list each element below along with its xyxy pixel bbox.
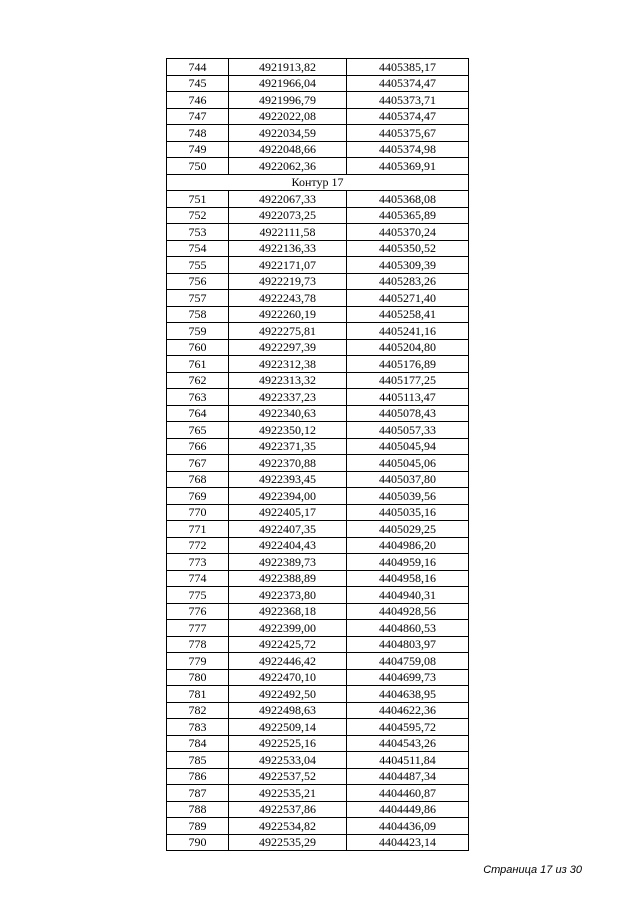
y-coordinate-cell: 4405176,89 bbox=[347, 356, 469, 373]
point-number-cell: 757 bbox=[167, 290, 229, 307]
x-coordinate-cell: 4922340,63 bbox=[229, 405, 347, 422]
rows-after-section bbox=[167, 191, 469, 851]
table-row bbox=[167, 785, 469, 802]
y-coordinate-cell: 4405369,91 bbox=[347, 158, 469, 175]
y-coordinate-cell: 4404928,56 bbox=[347, 603, 469, 620]
x-coordinate-cell: 4922373,80 bbox=[229, 587, 347, 604]
y-coordinate-cell: 4405374,98 bbox=[347, 141, 469, 158]
y-coordinate-cell: 4405283,26 bbox=[347, 273, 469, 290]
y-coordinate-cell: 4405373,71 bbox=[347, 92, 469, 109]
table-row bbox=[167, 207, 469, 224]
table-row bbox=[167, 554, 469, 571]
rows-before-section bbox=[167, 59, 469, 175]
point-number-cell: 780 bbox=[167, 669, 229, 686]
table-row bbox=[167, 587, 469, 604]
x-coordinate-cell: 4922048,66 bbox=[229, 141, 347, 158]
x-coordinate-cell: 4922368,18 bbox=[229, 603, 347, 620]
x-coordinate-cell: 4922525,16 bbox=[229, 735, 347, 752]
table-row bbox=[167, 653, 469, 670]
table-row bbox=[167, 273, 469, 290]
page-number: Страница 17 из 30 bbox=[483, 864, 582, 876]
point-number-cell: 756 bbox=[167, 273, 229, 290]
point-number-cell: 744 bbox=[167, 59, 229, 76]
x-coordinate-cell: 4922370,88 bbox=[229, 455, 347, 472]
point-number-cell: 764 bbox=[167, 405, 229, 422]
y-coordinate-cell: 4404959,16 bbox=[347, 554, 469, 571]
y-coordinate-cell: 4404699,73 bbox=[347, 669, 469, 686]
y-coordinate-cell: 4404543,26 bbox=[347, 735, 469, 752]
x-coordinate-cell: 4922388,89 bbox=[229, 570, 347, 587]
y-coordinate-cell: 4405045,06 bbox=[347, 455, 469, 472]
section-title: Контур 17 bbox=[167, 174, 469, 191]
table-row bbox=[167, 306, 469, 323]
point-number-cell: 790 bbox=[167, 834, 229, 851]
table-row bbox=[167, 323, 469, 340]
x-coordinate-cell: 4921913,82 bbox=[229, 59, 347, 76]
table-row bbox=[167, 191, 469, 208]
x-coordinate-cell: 4922399,00 bbox=[229, 620, 347, 637]
x-coordinate-cell: 4922389,73 bbox=[229, 554, 347, 571]
y-coordinate-cell: 4405374,47 bbox=[347, 108, 469, 125]
table-row bbox=[167, 92, 469, 109]
x-coordinate-cell: 4922073,25 bbox=[229, 207, 347, 224]
x-coordinate-cell: 4922312,38 bbox=[229, 356, 347, 373]
x-coordinate-cell: 4922393,45 bbox=[229, 471, 347, 488]
y-coordinate-cell: 4404511,84 bbox=[347, 752, 469, 769]
point-number-cell: 783 bbox=[167, 719, 229, 736]
x-coordinate-cell: 4922136,33 bbox=[229, 240, 347, 257]
y-coordinate-cell: 4405309,39 bbox=[347, 257, 469, 274]
point-number-cell: 758 bbox=[167, 306, 229, 323]
y-coordinate-cell: 4404759,08 bbox=[347, 653, 469, 670]
y-coordinate-cell: 4405368,08 bbox=[347, 191, 469, 208]
x-coordinate-cell: 4922275,81 bbox=[229, 323, 347, 340]
y-coordinate-cell: 4405045,94 bbox=[347, 438, 469, 455]
x-coordinate-cell: 4922171,07 bbox=[229, 257, 347, 274]
x-coordinate-cell: 4922260,19 bbox=[229, 306, 347, 323]
table-row bbox=[167, 735, 469, 752]
point-number-cell: 775 bbox=[167, 587, 229, 604]
x-coordinate-cell: 4922509,14 bbox=[229, 719, 347, 736]
point-number-cell: 747 bbox=[167, 108, 229, 125]
table-row bbox=[167, 603, 469, 620]
table-row bbox=[167, 455, 469, 472]
y-coordinate-cell: 4405385,17 bbox=[347, 59, 469, 76]
y-coordinate-cell: 4405204,80 bbox=[347, 339, 469, 356]
point-number-cell: 765 bbox=[167, 422, 229, 439]
table-row bbox=[167, 620, 469, 637]
table-row bbox=[167, 636, 469, 653]
y-coordinate-cell: 4404436,09 bbox=[347, 818, 469, 835]
y-coordinate-cell: 4405370,24 bbox=[347, 224, 469, 241]
table-row bbox=[167, 59, 469, 76]
point-number-cell: 761 bbox=[167, 356, 229, 373]
x-coordinate-cell: 4922297,39 bbox=[229, 339, 347, 356]
table-row bbox=[167, 438, 469, 455]
section-header bbox=[167, 174, 469, 191]
y-coordinate-cell: 4405258,41 bbox=[347, 306, 469, 323]
x-coordinate-cell: 4922425,72 bbox=[229, 636, 347, 653]
y-coordinate-cell: 4405037,80 bbox=[347, 471, 469, 488]
point-number-cell: 751 bbox=[167, 191, 229, 208]
table-row bbox=[167, 719, 469, 736]
y-coordinate-cell: 4404638,95 bbox=[347, 686, 469, 703]
table-row bbox=[167, 405, 469, 422]
y-coordinate-cell: 4405035,16 bbox=[347, 504, 469, 521]
x-coordinate-cell: 4922034,59 bbox=[229, 125, 347, 142]
point-number-cell: 773 bbox=[167, 554, 229, 571]
point-number-cell: 749 bbox=[167, 141, 229, 158]
table-row bbox=[167, 224, 469, 241]
y-coordinate-cell: 4405029,25 bbox=[347, 521, 469, 538]
x-coordinate-cell: 4921966,04 bbox=[229, 75, 347, 92]
y-coordinate-cell: 4405241,16 bbox=[347, 323, 469, 340]
point-number-cell: 745 bbox=[167, 75, 229, 92]
y-coordinate-cell: 4405365,89 bbox=[347, 207, 469, 224]
table-row bbox=[167, 818, 469, 835]
table-row bbox=[167, 372, 469, 389]
table-row bbox=[167, 141, 469, 158]
x-coordinate-cell: 4922534,82 bbox=[229, 818, 347, 835]
x-coordinate-cell: 4922394,00 bbox=[229, 488, 347, 505]
x-coordinate-cell: 4922407,35 bbox=[229, 521, 347, 538]
point-number-cell: 776 bbox=[167, 603, 229, 620]
point-number-cell: 782 bbox=[167, 702, 229, 719]
x-coordinate-cell: 4922533,04 bbox=[229, 752, 347, 769]
table-row bbox=[167, 389, 469, 406]
y-coordinate-cell: 4404595,72 bbox=[347, 719, 469, 736]
table-row bbox=[167, 686, 469, 703]
table-row bbox=[167, 834, 469, 851]
table-row bbox=[167, 125, 469, 142]
x-coordinate-cell: 4922537,86 bbox=[229, 801, 347, 818]
point-number-cell: 748 bbox=[167, 125, 229, 142]
y-coordinate-cell: 4405375,67 bbox=[347, 125, 469, 142]
y-coordinate-cell: 4404423,14 bbox=[347, 834, 469, 851]
y-coordinate-cell: 4404940,31 bbox=[347, 587, 469, 604]
y-coordinate-cell: 4404460,87 bbox=[347, 785, 469, 802]
point-number-cell: 778 bbox=[167, 636, 229, 653]
point-number-cell: 788 bbox=[167, 801, 229, 818]
point-number-cell: 752 bbox=[167, 207, 229, 224]
point-number-cell: 769 bbox=[167, 488, 229, 505]
point-number-cell: 763 bbox=[167, 389, 229, 406]
point-number-cell: 760 bbox=[167, 339, 229, 356]
x-coordinate-cell: 4922371,35 bbox=[229, 438, 347, 455]
x-coordinate-cell: 4922022,08 bbox=[229, 108, 347, 125]
table-row bbox=[167, 801, 469, 818]
table-row bbox=[167, 471, 469, 488]
y-coordinate-cell: 4405039,56 bbox=[347, 488, 469, 505]
x-coordinate-cell: 4922337,23 bbox=[229, 389, 347, 406]
y-coordinate-cell: 4405177,25 bbox=[347, 372, 469, 389]
point-number-cell: 774 bbox=[167, 570, 229, 587]
table-row bbox=[167, 504, 469, 521]
table-row bbox=[167, 702, 469, 719]
table-row bbox=[167, 669, 469, 686]
y-coordinate-cell: 4404622,36 bbox=[347, 702, 469, 719]
y-coordinate-cell: 4405374,47 bbox=[347, 75, 469, 92]
x-coordinate-cell: 4922535,29 bbox=[229, 834, 347, 851]
point-number-cell: 746 bbox=[167, 92, 229, 109]
point-number-cell: 771 bbox=[167, 521, 229, 538]
point-number-cell: 755 bbox=[167, 257, 229, 274]
point-number-cell: 754 bbox=[167, 240, 229, 257]
x-coordinate-cell: 4922405,17 bbox=[229, 504, 347, 521]
point-number-cell: 781 bbox=[167, 686, 229, 703]
y-coordinate-cell: 4404487,34 bbox=[347, 768, 469, 785]
table-row bbox=[167, 290, 469, 307]
table-row bbox=[167, 752, 469, 769]
y-coordinate-cell: 4404449,86 bbox=[347, 801, 469, 818]
x-coordinate-cell: 4922067,33 bbox=[229, 191, 347, 208]
y-coordinate-cell: 4404986,20 bbox=[347, 537, 469, 554]
table-row bbox=[167, 570, 469, 587]
x-coordinate-cell: 4922313,32 bbox=[229, 372, 347, 389]
table-row bbox=[167, 75, 469, 92]
table-row bbox=[167, 488, 469, 505]
point-number-cell: 753 bbox=[167, 224, 229, 241]
point-number-cell: 768 bbox=[167, 471, 229, 488]
point-number-cell: 770 bbox=[167, 504, 229, 521]
point-number-cell: 772 bbox=[167, 537, 229, 554]
table-row bbox=[167, 339, 469, 356]
table-row bbox=[167, 108, 469, 125]
y-coordinate-cell: 4404803,97 bbox=[347, 636, 469, 653]
point-number-cell: 784 bbox=[167, 735, 229, 752]
point-number-cell: 767 bbox=[167, 455, 229, 472]
y-coordinate-cell: 4404860,53 bbox=[347, 620, 469, 637]
table-row bbox=[167, 356, 469, 373]
x-coordinate-cell: 4922111,58 bbox=[229, 224, 347, 241]
table-row bbox=[167, 422, 469, 439]
table-row bbox=[167, 158, 469, 175]
x-coordinate-cell: 4922446,42 bbox=[229, 653, 347, 670]
table-row bbox=[167, 768, 469, 785]
point-number-cell: 779 bbox=[167, 653, 229, 670]
section-row bbox=[167, 174, 469, 191]
table-row bbox=[167, 521, 469, 538]
x-coordinate-cell: 4922243,78 bbox=[229, 290, 347, 307]
table-row bbox=[167, 257, 469, 274]
point-number-cell: 787 bbox=[167, 785, 229, 802]
point-number-cell: 785 bbox=[167, 752, 229, 769]
x-coordinate-cell: 4922219,73 bbox=[229, 273, 347, 290]
x-coordinate-cell: 4922537,52 bbox=[229, 768, 347, 785]
point-number-cell: 759 bbox=[167, 323, 229, 340]
point-number-cell: 786 bbox=[167, 768, 229, 785]
x-coordinate-cell: 4922404,43 bbox=[229, 537, 347, 554]
x-coordinate-cell: 4921996,79 bbox=[229, 92, 347, 109]
y-coordinate-cell: 4405057,33 bbox=[347, 422, 469, 439]
coordinates-table bbox=[166, 58, 469, 851]
x-coordinate-cell: 4922350,12 bbox=[229, 422, 347, 439]
x-coordinate-cell: 4922492,50 bbox=[229, 686, 347, 703]
point-number-cell: 750 bbox=[167, 158, 229, 175]
x-coordinate-cell: 4922498,63 bbox=[229, 702, 347, 719]
point-number-cell: 766 bbox=[167, 438, 229, 455]
y-coordinate-cell: 4405271,40 bbox=[347, 290, 469, 307]
table-row bbox=[167, 240, 469, 257]
y-coordinate-cell: 4405113,47 bbox=[347, 389, 469, 406]
x-coordinate-cell: 4922535,21 bbox=[229, 785, 347, 802]
table-row bbox=[167, 537, 469, 554]
y-coordinate-cell: 4405350,52 bbox=[347, 240, 469, 257]
point-number-cell: 789 bbox=[167, 818, 229, 835]
point-number-cell: 777 bbox=[167, 620, 229, 637]
y-coordinate-cell: 4405078,43 bbox=[347, 405, 469, 422]
x-coordinate-cell: 4922470,10 bbox=[229, 669, 347, 686]
y-coordinate-cell: 4404958,16 bbox=[347, 570, 469, 587]
point-number-cell: 762 bbox=[167, 372, 229, 389]
x-coordinate-cell: 4922062,36 bbox=[229, 158, 347, 175]
